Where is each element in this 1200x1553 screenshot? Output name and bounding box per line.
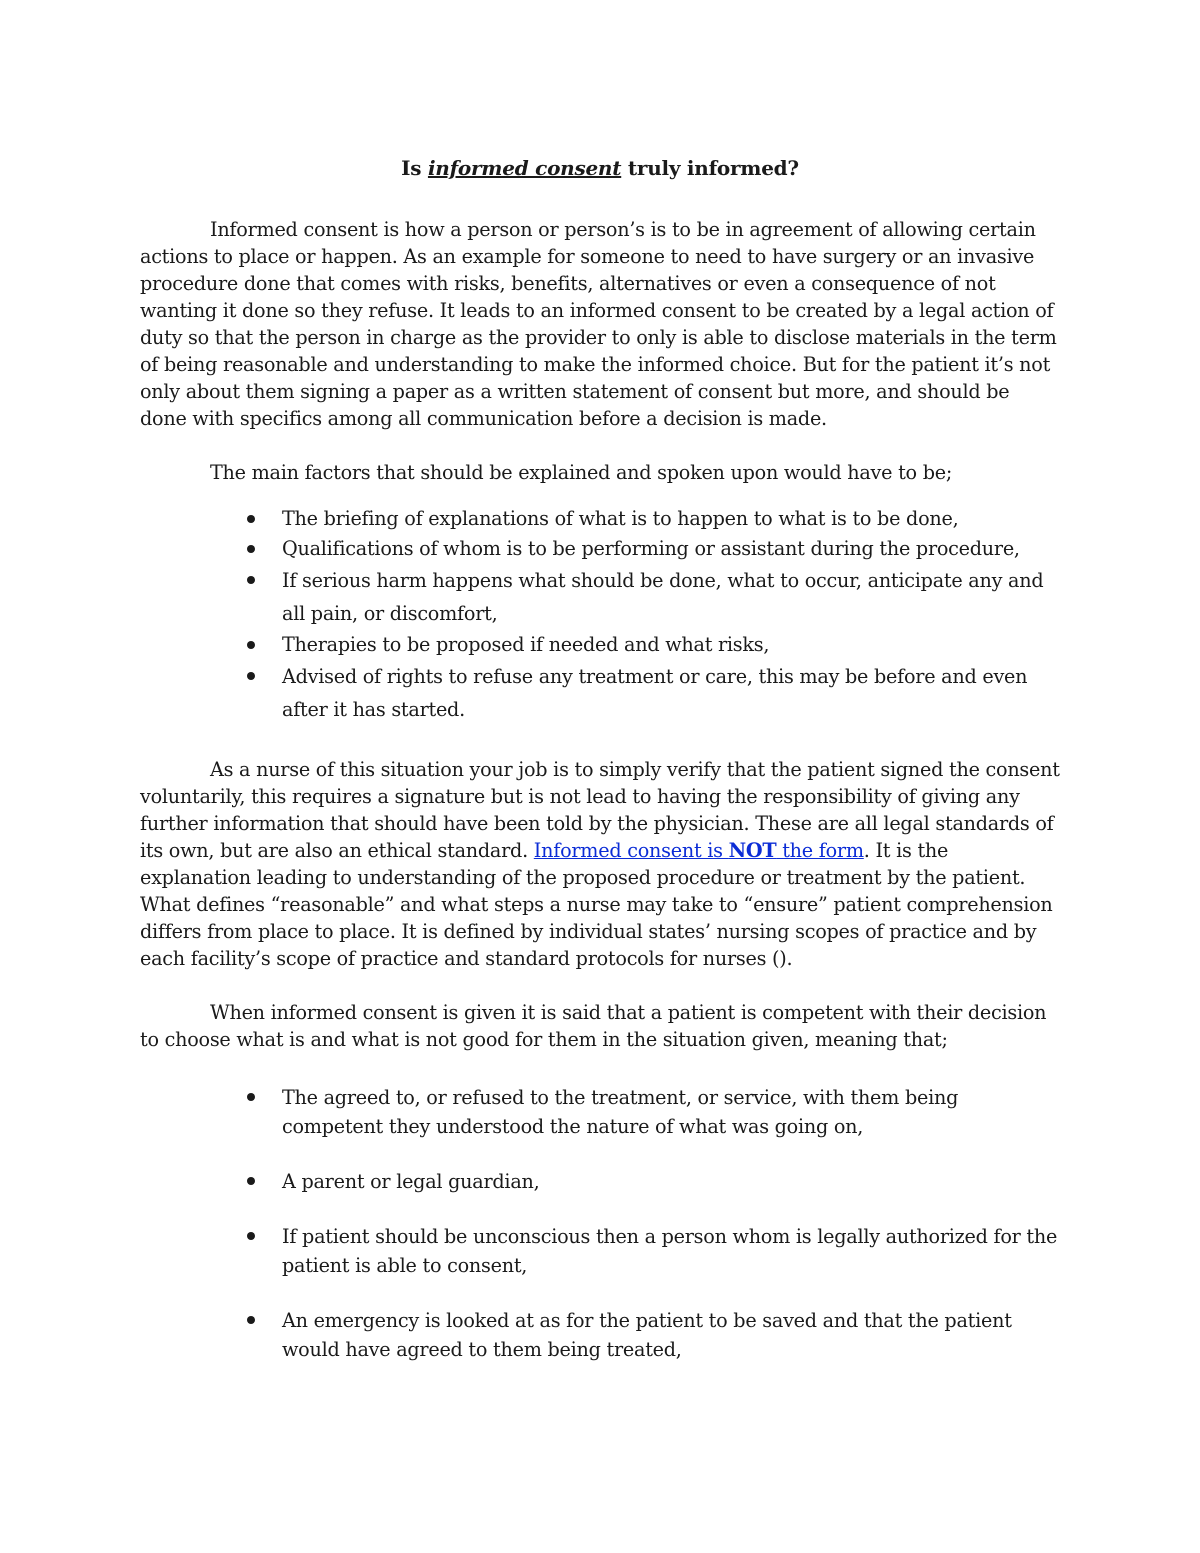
- paragraph-nurse-role: As a nurse of this situation your job is to simply verify that the patient signed the consent voluntarily, this requires a signature but is not lead to having the responsibility of giving any further information that should have been told by the physician. These are all legal standards of its own, but are also an ethical standard. Informed consent is NOT the form. It is the explanation leading to understanding of the proposed procedure or treatment by the patient. What defines “reasonable” and what steps a nurse may take to “ensure” patient comprehension differs from place to place. It is defined by individual states’ nursing scopes of practice and by each facility’s scope of practice and standard protocols for nurses ().: [140, 758, 1060, 970]
- page-title: [140, 150, 1060, 186]
- title-emphasis: informed consent: [427, 156, 622, 180]
- list-item: If serious harm happens what should be done, what to occur, anticipate any and all pain, or discomfort,: [245, 564, 1060, 630]
- list-item: Therapies to be proposed if needed and what risks,: [245, 630, 1060, 660]
- title-prefix: Is: [401, 156, 428, 180]
- title-suffix: truly informed?: [621, 156, 799, 180]
- bullet-icon: [247, 672, 255, 680]
- list-item: The agreed to, or refused to the treatment, or service, with them being competent they understood the nature of what was going on,: [245, 1083, 1060, 1141]
- list-item: If patient should be unconscious then a person whom is legally authorized for the patient is able to consent,: [245, 1222, 1060, 1280]
- bullet-icon: [247, 1232, 255, 1240]
- bullet-icon: [247, 1093, 255, 1101]
- list-item: The briefing of explanations of what is to happen to what is to be done,: [245, 504, 1060, 534]
- spacer: [140, 726, 1060, 756]
- list-item: An emergency is looked at as for the patient to be saved and that the patient would have agreed to them being treated,: [245, 1306, 1060, 1364]
- bullet-icon: [247, 515, 255, 523]
- list-item: Advised of rights to refuse any treatment or care, this may be before and even after it has started.: [245, 660, 1060, 726]
- competence-list: [140, 1083, 1060, 1364]
- bullet-icon: [247, 641, 255, 649]
- document-page: [140, 150, 1060, 1390]
- paragraph-competence: When informed consent is given it is said that a patient is competent with their decision to choose what is and what is not good for them in the situation given, meaning that;: [140, 1001, 1047, 1051]
- list-item: Qualifications of whom is to be performing or assistant during the procedure,: [245, 534, 1060, 564]
- bullet-icon: [247, 545, 255, 553]
- bullet-icon: [247, 1177, 255, 1185]
- bullet-icon: [247, 1316, 255, 1324]
- paragraph-definition: Informed consent is how a person or person’s is to be in agreement of allowing certain actions to place or happen. As an example for someone to need to have surgery or an invasive procedure done that comes with risks, benefits, alternatives or even a consequence of not wanting it done so they refuse. It leads to an informed consent to be created by a legal action of duty so that the person in charge as the provider to only is able to disclose materials in the term of being reasonable and understanding to make the informed choice. But for the patient it’s not only about them signing a paper as a written statement of consent but more, and should be done with specifics among all communication before a decision is made.: [140, 218, 1057, 430]
- bullet-icon: [247, 576, 255, 584]
- paragraph-factors-intro: The main factors that should be explained and spoken upon would have to be;: [210, 461, 953, 484]
- factors-list: [140, 504, 1060, 726]
- list-item: A parent or legal guardian,: [245, 1167, 1060, 1196]
- informed-consent-link[interactable]: Informed consent is NOT the form: [533, 839, 864, 862]
